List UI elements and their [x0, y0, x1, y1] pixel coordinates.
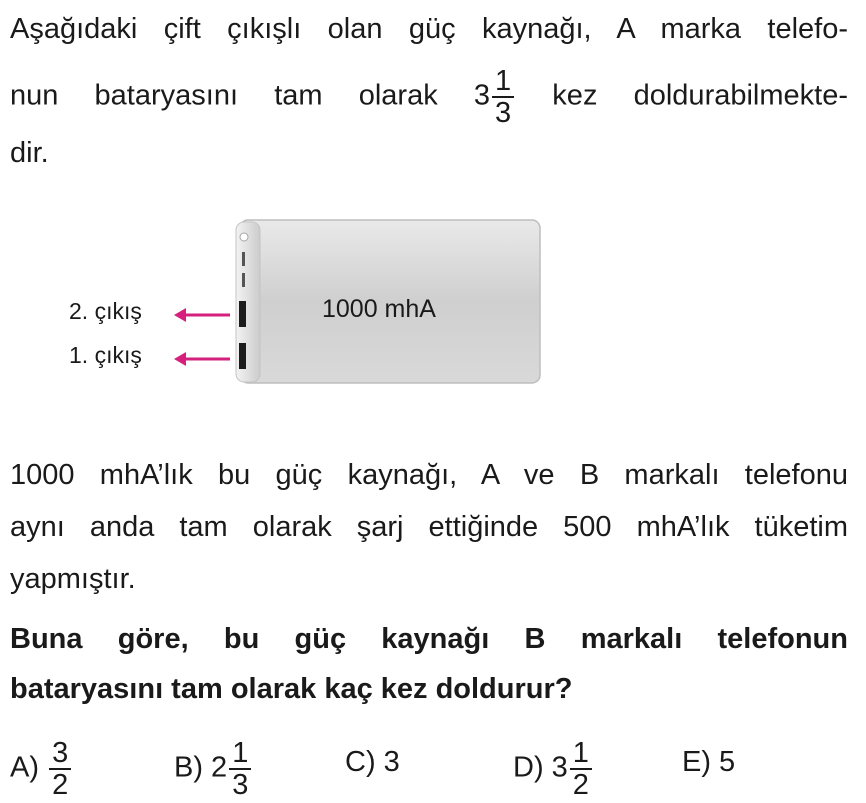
output-2-label: 2. çıkış	[69, 298, 142, 324]
output-1-arrow-icon	[172, 348, 232, 370]
option-b-numerator: 1	[229, 738, 251, 770]
option-a-fraction	[49, 738, 71, 800]
option-d-numerator: 1	[570, 738, 592, 770]
body-line-3: yapmıştır.	[10, 563, 136, 595]
option-d-fraction	[570, 738, 592, 800]
output-2-arrow-icon	[172, 304, 232, 326]
fraction-one-third	[492, 66, 514, 128]
option-e-label: E) 5	[682, 746, 736, 778]
fraction-numerator: 1	[492, 66, 514, 98]
intro-line-3: dir.	[10, 137, 49, 169]
option-a-numerator: 3	[49, 738, 71, 770]
capacity-label: 1000 mhA	[322, 295, 436, 323]
option-c[interactable]	[345, 745, 400, 779]
option-b-denominator: 3	[232, 769, 249, 801]
option-d-denominator: 2	[572, 769, 589, 801]
intro-line-1: Aşağıdaki çift çıkışlı olan güç kaynağı, A marka telefo-	[10, 13, 848, 45]
option-d[interactable]	[513, 738, 594, 800]
option-a[interactable]	[10, 738, 73, 800]
option-e[interactable]	[682, 745, 735, 779]
intro-line-2	[10, 65, 848, 129]
option-b-label: B) 2	[174, 751, 228, 784]
intro-line-2-end: kez doldurabilmekte-	[516, 79, 848, 112]
fraction-denominator: 3	[495, 97, 512, 129]
intro-line-2-start: nun bataryasını tam olarak 3	[10, 79, 490, 112]
option-c-label: C) 3	[345, 746, 400, 778]
option-a-label: A)	[10, 751, 39, 784]
body-line-1: 1000 mhA’lık bu güç kaynağı, A ve B markalı telefonu	[10, 459, 848, 491]
body-line-2: aynı anda tam olarak şarj ettiğinde 500 mhA’lık tüketim	[10, 511, 848, 543]
output-1-label: 1. çıkış	[69, 342, 142, 368]
option-d-label: D) 3	[513, 751, 568, 784]
option-b[interactable]	[174, 738, 253, 800]
question-line-1: Buna göre, bu güç kaynağı B markalı telefonun	[10, 623, 848, 655]
option-b-fraction	[229, 738, 251, 800]
option-a-denominator: 2	[52, 769, 69, 801]
question-line-2: bataryasını tam olarak kaç kez doldurur?	[10, 673, 573, 705]
